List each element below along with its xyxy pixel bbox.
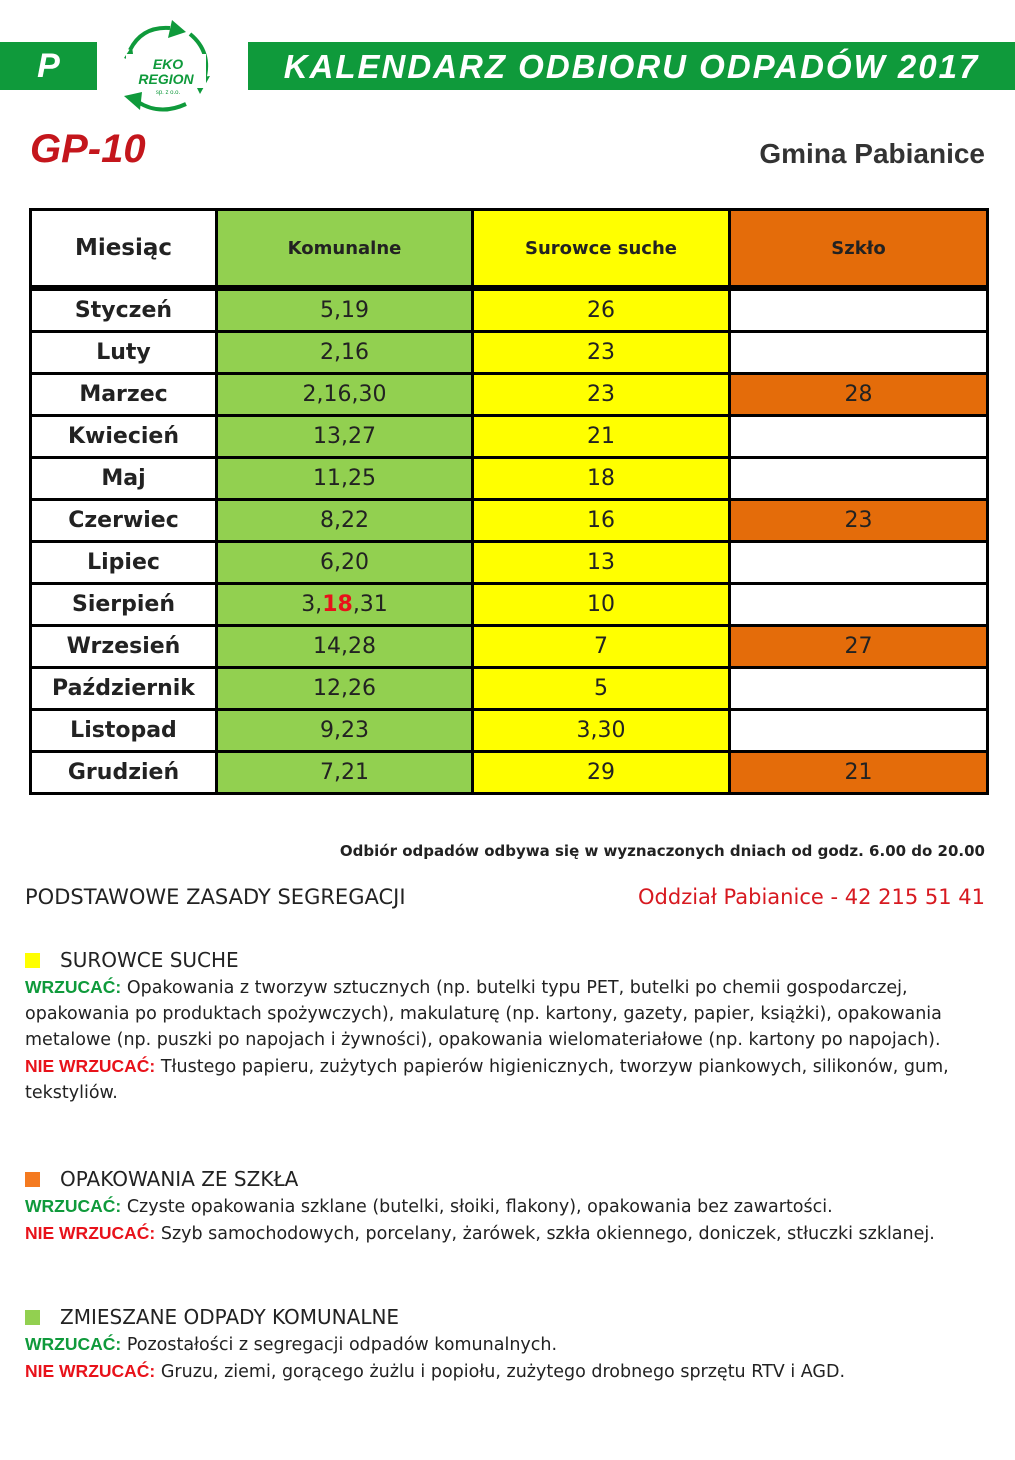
section-heading (25, 1303, 990, 1331)
surowce-cell: 7 (473, 626, 730, 668)
header-szklo: Szkło (730, 210, 988, 289)
szklo-cell (730, 710, 988, 752)
table-row (31, 374, 988, 416)
komunalne-cell: 12,26 (217, 668, 473, 710)
komunalne-cell: 2,16 (217, 332, 473, 374)
komunalne-cell: 11,25 (217, 458, 473, 500)
surowce-cell: 26 (473, 288, 730, 332)
header-komunalne: Komunalne (217, 210, 473, 289)
no-throw-label: NIE WRZUCAĆ: (25, 1223, 156, 1243)
month-cell: Czerwiec (31, 500, 217, 542)
section-title: OPAKOWANIA ZE SZKŁA (60, 1167, 299, 1191)
komunalne-cell: 8,22 (217, 500, 473, 542)
header-surowce: Surowce suche (473, 210, 730, 289)
month-cell: Styczeń (31, 288, 217, 332)
section-title: SUROWCE SUCHE (60, 948, 239, 972)
komunalne-cell: 9,23 (217, 710, 473, 752)
surowce-cell: 16 (473, 500, 730, 542)
szklo-cell: 27 (730, 626, 988, 668)
throw-paragraph (25, 974, 990, 1053)
throw-label: WRZUCAĆ: (25, 1196, 122, 1216)
throw-paragraph (25, 1331, 990, 1358)
section-heading (25, 1165, 990, 1193)
orange-square-icon (25, 1172, 40, 1187)
surowce-cell: 13 (473, 542, 730, 584)
section-heading (25, 946, 990, 974)
green-square-icon (25, 1310, 40, 1325)
month-cell: Grudzień (31, 752, 217, 794)
no-throw-label: NIE WRZUCAĆ: (25, 1056, 156, 1076)
month-cell: Kwiecień (31, 416, 217, 458)
no-throw-paragraph (25, 1220, 990, 1247)
szklo-cell (730, 584, 988, 626)
komunalne-cell: 6,20 (217, 542, 473, 584)
branch-phone: Oddział Pabianice - 42 215 51 41 (638, 885, 985, 909)
szklo-cell: 21 (730, 752, 988, 794)
surowce-cell: 3,30 (473, 710, 730, 752)
surowce-cell: 23 (473, 332, 730, 374)
logo-subtext: sp. z o.o. (155, 90, 181, 96)
logo-region: REGION (138, 71, 194, 87)
month-cell: Maj (31, 458, 217, 500)
table-row (31, 416, 988, 458)
szklo-cell (730, 458, 988, 500)
komunalne-cell (217, 584, 473, 626)
table-header-row (31, 210, 988, 289)
rules-heading: PODSTAWOWE ZASADY SEGREGACJI (25, 885, 406, 909)
komunalne-cell: 13,27 (217, 416, 473, 458)
logo-eko: EKO (152, 56, 184, 72)
surowce-cell: 21 (473, 416, 730, 458)
region-badge: P (0, 42, 97, 90)
table-row (31, 584, 988, 626)
szklo-cell (730, 288, 988, 332)
collection-schedule-table (29, 208, 989, 795)
section-surowce-suche (25, 946, 990, 1106)
section-szklo (25, 1165, 990, 1247)
table-row (31, 458, 988, 500)
table-row (31, 288, 988, 332)
eko-region-logo (112, 18, 220, 120)
surowce-cell: 5 (473, 668, 730, 710)
month-cell: Lipiec (31, 542, 217, 584)
throw-paragraph (25, 1193, 990, 1220)
szklo-cell (730, 416, 988, 458)
surowce-cell: 18 (473, 458, 730, 500)
municipality-name: Gmina Pabianice (759, 138, 985, 169)
table-row (31, 668, 988, 710)
table-row (31, 542, 988, 584)
collection-hours-note: Odbiór odpadów odbywa się w wyznaczonych dniach od godz. 6.00 do 20.00 (339, 842, 985, 860)
throw-label: WRZUCAĆ: (25, 977, 122, 997)
szklo-cell (730, 668, 988, 710)
table-row (31, 710, 988, 752)
szklo-cell: 23 (730, 500, 988, 542)
recycle-icon (112, 18, 220, 120)
throw-label: WRZUCAĆ: (25, 1334, 122, 1354)
komunalne-cell: 5,19 (217, 288, 473, 332)
no-throw-text: Gruzu, ziemi, gorącego żużlu i popiołu, zużytego drobnego sprzętu RTV i AGD. (160, 1362, 846, 1382)
no-throw-text: Tłustego papieru, zużytych papierów higienicznych, tworzyw piankowych, silikonów, gum, tekstyliów. (25, 1057, 949, 1103)
throw-text: Czyste opakowania szklane (butelki, słoiki, flakony), opakowania bez zawartości. (126, 1197, 833, 1217)
table-row (31, 626, 988, 668)
komunalne-cell: 7,21 (217, 752, 473, 794)
komunalne-highlighted-date: 18 (322, 592, 353, 617)
szklo-cell (730, 332, 988, 374)
month-cell: Wrzesień (31, 626, 217, 668)
komunalne-cell: 14,28 (217, 626, 473, 668)
schedule-code: GP-10 (30, 127, 146, 171)
no-throw-text: Szyb samochodowych, porcelany, żarówek, szkła okiennego, doniczek, stłuczki szklanej. (160, 1224, 935, 1244)
table-row (31, 500, 988, 542)
no-throw-paragraph (25, 1358, 990, 1385)
header-month: Miesiąc (31, 210, 217, 289)
surowce-cell: 23 (473, 374, 730, 416)
komunalne-cell: 2,16,30 (217, 374, 473, 416)
no-throw-paragraph (25, 1053, 990, 1106)
month-cell: Marzec (31, 374, 217, 416)
throw-text: Opakowania z tworzyw sztucznych (np. butelki typu PET, butelki po chemii gospodarczej, opakowania po produktach spożywczych), makulaturę (np. kartony, gazety, papier, książki), opakowania metalowe (np. puszki po napojach i żywności), opakowania wielomateriałowe (np. kartony po napojach). (25, 978, 942, 1050)
month-cell: Luty (31, 332, 217, 374)
yellow-square-icon (25, 953, 40, 968)
month-cell: Październik (31, 668, 217, 710)
table-row (31, 752, 988, 794)
calendar-title: KALENDARZ ODBIORU ODPADÓW 2017 (248, 42, 1015, 90)
surowce-cell: 29 (473, 752, 730, 794)
table-row (31, 332, 988, 374)
surowce-cell: 10 (473, 584, 730, 626)
szklo-cell: 28 (730, 374, 988, 416)
month-cell: Listopad (31, 710, 217, 752)
throw-text: Pozostałości z segregacji odpadów komunalnych. (126, 1335, 558, 1355)
section-title: ZMIESZANE ODPADY KOMUNALNE (60, 1305, 400, 1329)
month-cell: Sierpień (31, 584, 217, 626)
section-komunalne (25, 1303, 990, 1385)
komunalne-date: ,31 (352, 592, 388, 617)
komunalne-date: 3, (301, 592, 323, 617)
szklo-cell (730, 542, 988, 584)
no-throw-label: NIE WRZUCAĆ: (25, 1361, 156, 1381)
